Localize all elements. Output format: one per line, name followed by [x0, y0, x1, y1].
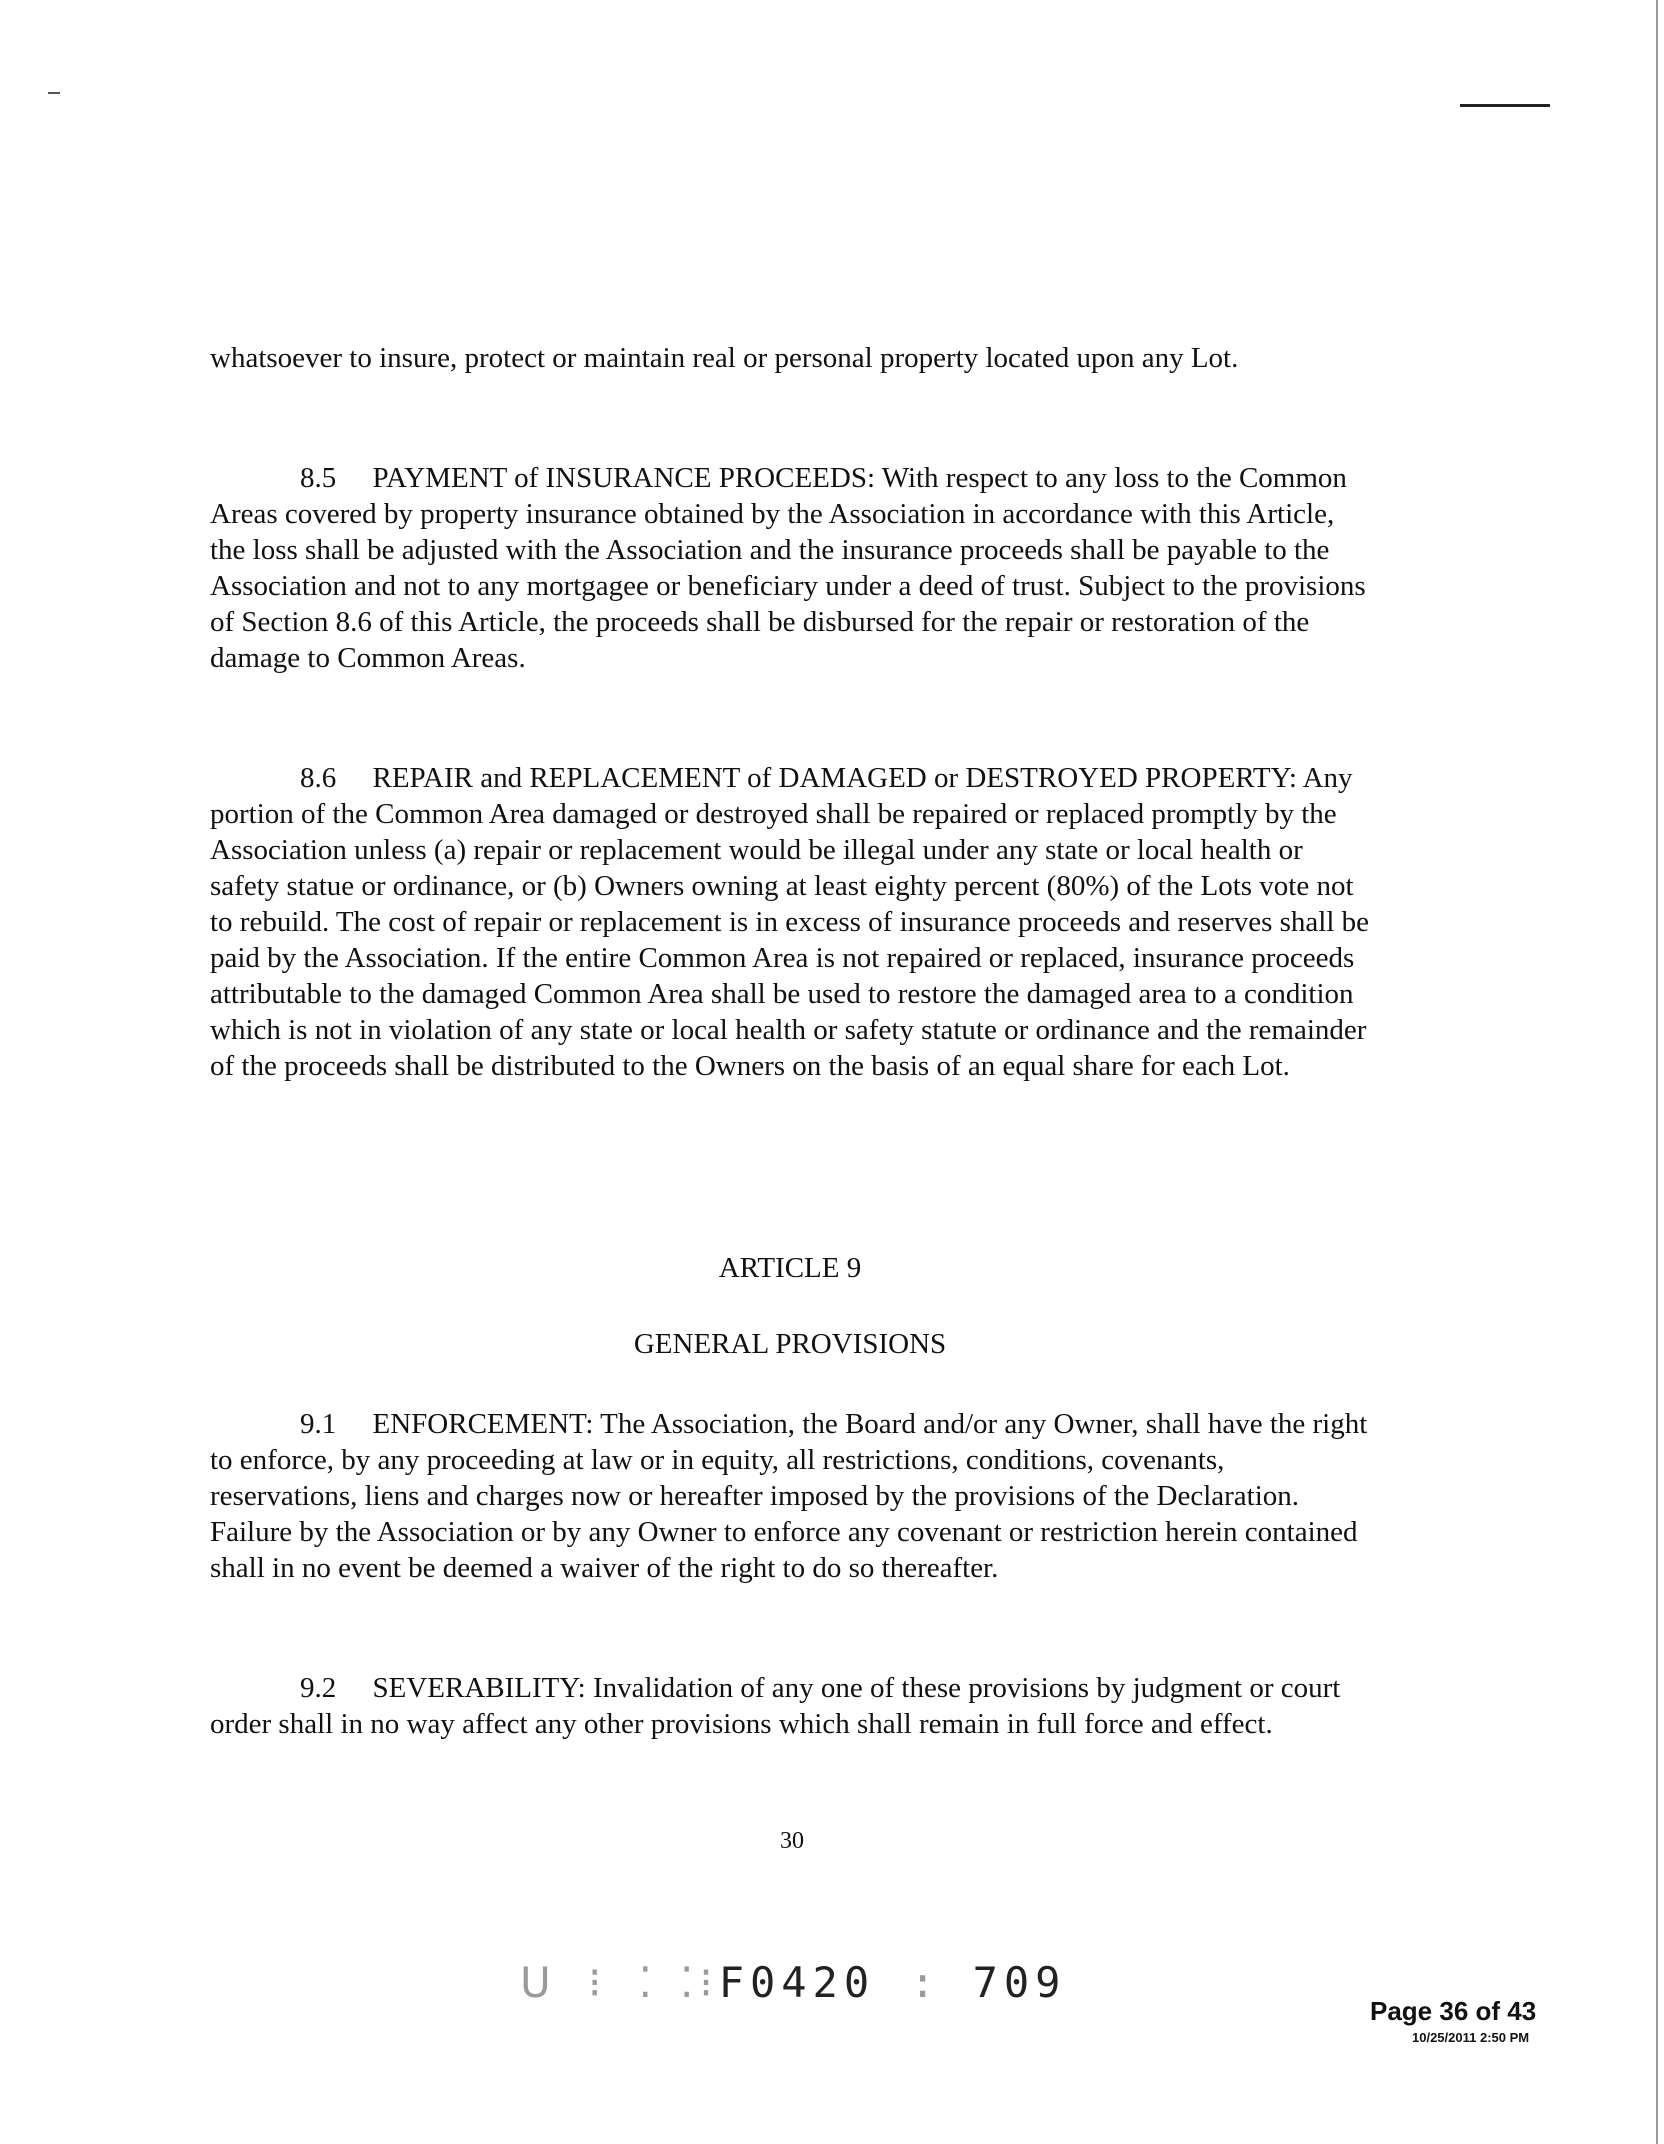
- section-9-1-number: 9.1: [300, 1408, 337, 1440]
- section-8-6-paragraph: [210, 760, 1370, 1084]
- page-number: 30: [780, 1828, 804, 1854]
- section-9-1: [210, 1406, 1370, 1586]
- recording-book-number: F0420: [718, 1958, 876, 2007]
- section-8-5: [210, 460, 1370, 676]
- section-9-1-text: ENFORCEMENT: The Association, the Board and/or any Owner, shall have the right to enforce, by any proceeding at law or in equity, all restrictions, conditions, covenants, reservations, liens and charges now or hereafter imposed by the provisions of the Declaration. Failure by the Association or by any Owner to enforce any covenant or restriction herein contained shall in no event be deemed a waiver of the right to do so thereafter.: [210, 1408, 1368, 1584]
- section-9-1-paragraph: [210, 1406, 1370, 1586]
- scan-edge-line: [1656, 0, 1658, 2144]
- section-9-2: [210, 1670, 1370, 1742]
- page-of-label: Page 36 of 43: [1370, 1996, 1537, 2026]
- article-heading: ARTICLE 9: [718, 1252, 862, 1284]
- section-8-6-text: REPAIR and REPLACEMENT of DAMAGED or DESTROYED PROPERTY: Any portion of the Common Area damaged or destroyed shall be repaired or replaced promptly by the Association unless (a) repair or replacement would be illegal under any state or local health or safety statue or ordinance, or (b) Owners owning at least eighty percent (80%) of the Lots vote not to rebuild. The cost of repair or replacement is in excess of insurance proceeds and reserves shall be paid by the Association. If the entire Common Area is not repaired or replaced, insurance proceeds attributable to the damaged Common Area shall be used to restore the damaged area to a condition which is not in violation of any state or local health or safety statute or ordinance and the remainder of the proceeds shall be distributed to the Owners on the basis of an equal share for each Lot.: [210, 762, 1370, 1082]
- scan-mark: [48, 92, 60, 94]
- section-9-2-text: SEVERABILITY: Invalidation of any one of these provisions by judgment or court order shall in no way affect any other provisions which shall remain in full force and effect.: [210, 1672, 1341, 1740]
- article-title: GENERAL PROVISIONS: [633, 1328, 947, 1360]
- recording-page-number: 709: [972, 1958, 1067, 2007]
- continuation-paragraph: [210, 340, 1370, 376]
- recording-stamp-page: [910, 1958, 1066, 2007]
- section-9-2-number: 9.2: [300, 1672, 337, 1704]
- section-8-5-text: PAYMENT of INSURANCE PROCEEDS: With respect to any loss to the Common Areas covered by property insurance obtained by the Association in accordance with this Article, the loss shall be adjusted with the Association and the insurance proceeds shall be payable to the Association and not to any mortgagee or beneficiary under a deed of trust. Subject to the provisions of Section 8.6 of this Article, the proceeds shall be disbursed for the repair or restoration of the damage to Common Areas.: [210, 462, 1366, 674]
- recording-prefix-faint: ᑌ ⁝ ⁚: [520, 1958, 659, 2007]
- recording-stamp-book: [680, 1958, 875, 2007]
- print-timestamp: 10/25/2011 2:50 PM: [1412, 2030, 1530, 2045]
- section-8-6-number: 8.6: [300, 762, 337, 794]
- section-8-5-paragraph: [210, 460, 1370, 676]
- section-9-2-paragraph: [210, 1670, 1370, 1742]
- top-rule-line: [1460, 104, 1550, 107]
- continuation-text: whatsoever to insure, protect or maintain real or personal property located upon any Lot.: [210, 342, 1239, 374]
- recording-sep-faint: :: [910, 1958, 942, 2007]
- section-8-6: [210, 760, 1370, 1084]
- section-8-5-number: 8.5: [300, 462, 337, 494]
- recording-stamp-prefix: [520, 1958, 658, 2007]
- recording-book-faint: ⁚⁝: [680, 1958, 719, 2007]
